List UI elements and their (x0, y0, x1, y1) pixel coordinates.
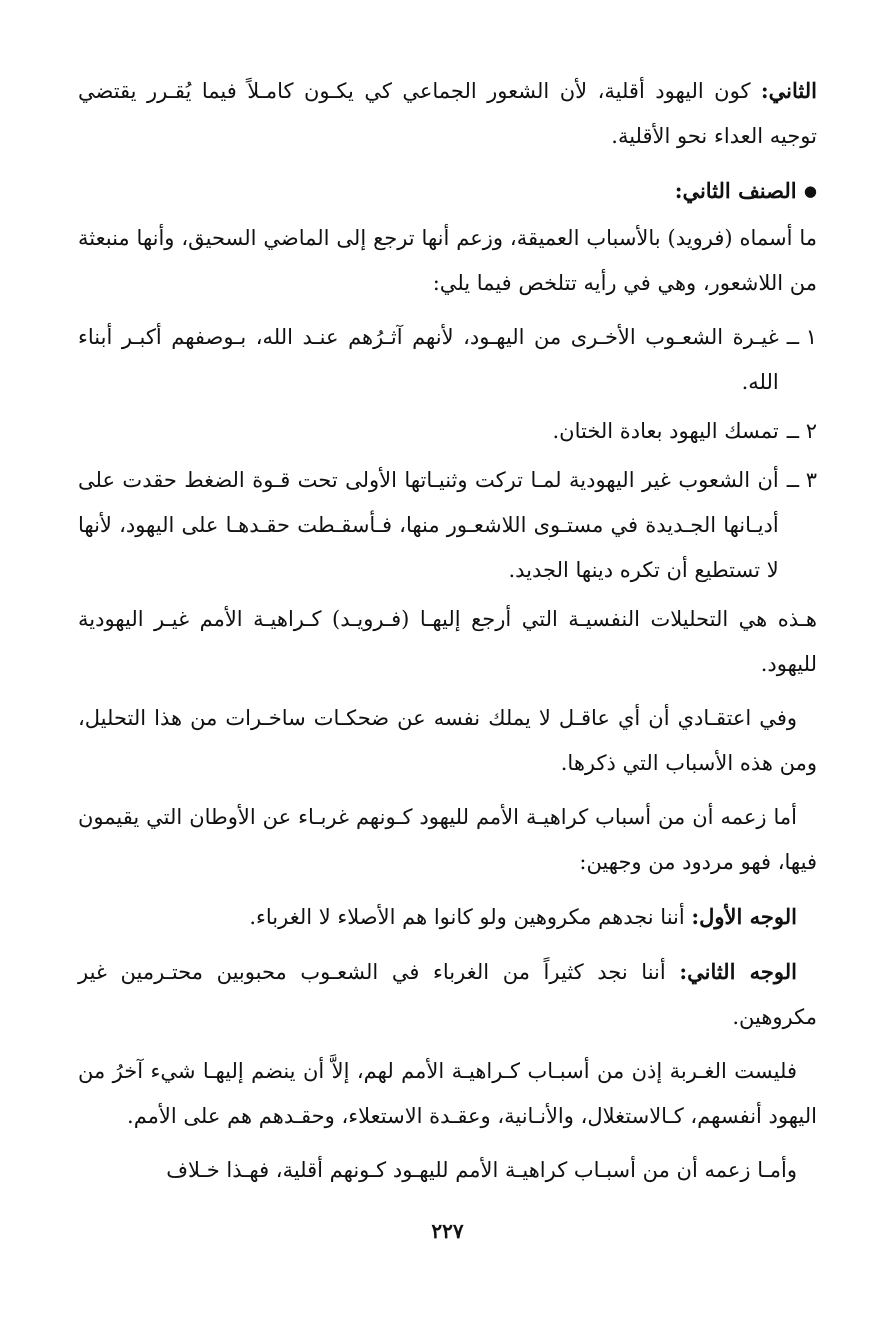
list-item-text: أن الشعوب غير اليهودية لمـا تركت وثنيـاتها الأولى تحت قـوة الضغط حقدت على أديـانها الجـديدة في مستـوى اللاشعـور منها، فـأسقـطت حقـدهـا على اليهود، لأنها لا تستطيع أن تكره دينها الجديد. (78, 468, 779, 582)
section-heading-text: الصنف الثاني: (674, 178, 804, 203)
paragraph-text: كون اليهود أقلية، لأن الشعور الجماعي كي يكـون كامـلاً فيما يُقـرر يقتضي توجيه العداء نحو الأقلية. (78, 79, 817, 148)
page-number: ٢٢٧ (431, 1219, 464, 1243)
list-item (78, 458, 817, 593)
list-item-number: ٣ ــ (786, 468, 817, 492)
paragraph-strangeness-conclusion: فليست الغـربة إذن من أسبـاب كـراهيـة الأمم لهم، إلاَّ أن ينضم إليهـا شيء آخرُ من اليهود أنفسهم، كـالاستغلال، والأنـانية، وعقـدة الاستعلاء، وحقـدهم هم على الأمم. (78, 1059, 817, 1128)
paragraph-lead: الوجه الأول: (691, 904, 797, 929)
paragraph-freud-causes: ما أسماه (فرويد) بالأسباب العميقة، وزعم أنها ترجع إلى الماضي السحيق، وأنها منبعثة من اللاشعور، وهي في رأيه تتلخص فيما يلي: (78, 226, 817, 295)
list-item-number: ٢ ــ (786, 419, 817, 443)
list-item-text: تمسك اليهود بعادة الختان. (552, 419, 779, 443)
paragraph-text: أننا نجد كثيراً من الغرباء في الشعـوب محبوبين محتـرمين غير مكروهين. (78, 960, 817, 1029)
paragraph-strangers-claim: أما زعمه أن من أسباب كراهيـة الأمم لليهود كـونهم غربـاء عن الأوطان التي يقيمون فيها، فهو مردود من وجهين: (78, 805, 817, 874)
page-body (78, 68, 817, 1202)
list-item-number: ١ ــ (786, 325, 817, 349)
paragraph-text: أننا نجدهم مكروهين ولو كانوا هم الأصلاء لا الغرباء. (249, 905, 692, 929)
paragraph-second-aspect (78, 949, 817, 1040)
paragraph-lead: الثاني: (760, 78, 817, 103)
paragraph-opinion: وفي اعتقـادي أن أي عاقـل لا يملك نفسه عن ضحكـات ساخـرات من هذا التحليل، ومن هذه الأسباب التي ذكرها. (78, 706, 817, 775)
paragraph-first-aspect (78, 894, 817, 940)
bullet-icon: ● (803, 182, 817, 200)
section-heading (78, 168, 817, 214)
paragraph-lead: الوجه الثاني: (679, 959, 797, 984)
list-item (78, 315, 817, 405)
list-item-text: غيـرة الشعـوب الأخـرى من اليهـود، لأنهم آثـرُهم عنـد الله، بـوصفهم أكبـر أبناء الله. (78, 325, 779, 394)
paragraph-analyses: هـذه هي التحليلات النفسيـة التي أرجع إليهـا (فـرويـد) كـراهيـة الأمم غيـر اليهودية لليهود. (78, 607, 817, 676)
list-item (78, 409, 817, 454)
paragraph-minority-claim: وأمـا زعمه أن من أسبـاب كراهيـة الأمم لليهـود كـونهم أقلية، فهـذا خـلاف (166, 1158, 797, 1182)
paragraph-second-reason (78, 68, 817, 159)
